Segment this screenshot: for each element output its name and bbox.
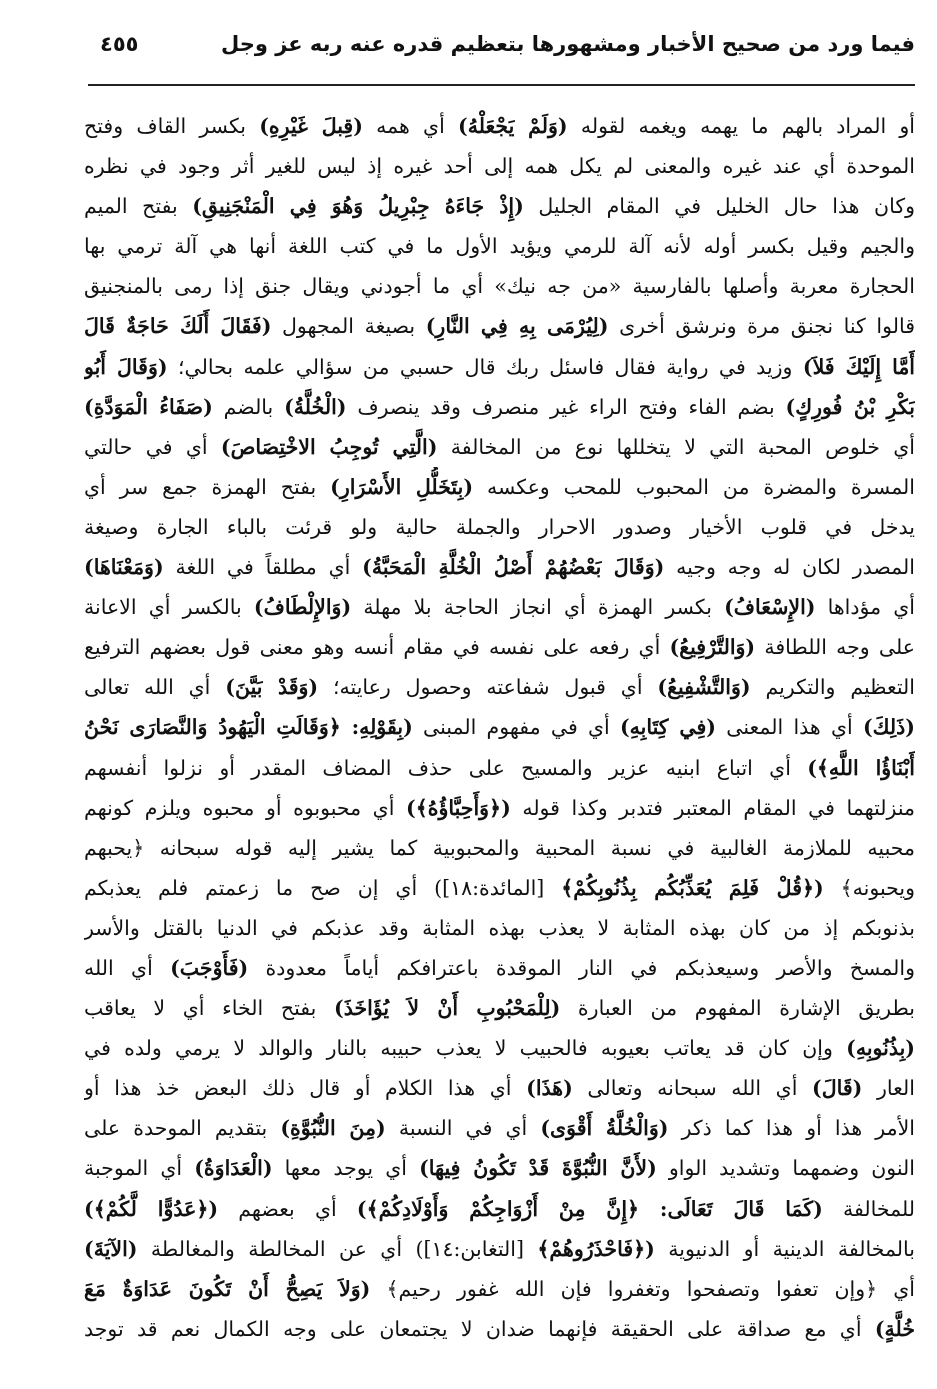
text-line	[84, 186, 915, 226]
commentary-text: أي مؤداها	[815, 595, 915, 620]
commentary-text: بفتح الميم	[84, 194, 193, 219]
commentary-text: للمخالفة	[822, 1196, 915, 1221]
commentary-text: بصيغة المجهول	[271, 314, 426, 339]
commentary-text: أي رفعه على نفسه في مقام أنسه وهو معنى قول بعضهم الترفيع	[84, 635, 670, 660]
text-line	[84, 467, 915, 507]
text-line	[84, 1229, 915, 1269]
quoted-matn-text: (كَمَا قَالَ تَعَالَى: ﴿إِنَّ مِنْ أَزْوَاجِكُمْ وَأَوْلَادِكُمْ﴾)	[356, 1196, 823, 1221]
text-line	[84, 547, 915, 587]
commentary-text: أي هذا الكلام أو قال ذلك البعض خذ هذا أو	[84, 1076, 527, 1101]
commentary-text: وزيد في رواية فقال فاسئل ربك قال حسبي من سؤالي علمه بحالي؛	[167, 354, 803, 379]
quoted-matn-text: (الآيَةَ)	[84, 1236, 138, 1261]
quoted-matn-text: (بِذُنُوبِهِ)	[846, 1036, 915, 1061]
text-line	[84, 1148, 915, 1188]
text-line	[84, 226, 915, 266]
commentary-text: بالمخالفة الدينية أو الدنيوية	[654, 1236, 915, 1261]
commentary-text: أي محبوبوه أو محبوه ويلزم كونهم	[84, 795, 406, 820]
text-line	[84, 1189, 915, 1229]
quoted-matn-text: (وَقَالَ بَعْضُهُمْ أَصْلُ الْخُلَّةِ الْمَحَبَّةُ)	[362, 555, 665, 580]
text-line	[84, 507, 915, 547]
commentary-text: بفتح الخاء أي لا يعاقب	[84, 996, 335, 1021]
text-line	[84, 948, 915, 988]
text-line	[84, 587, 915, 627]
text-line	[84, 347, 915, 387]
quoted-matn-text: (وَالتَّشْفِيعُ)	[657, 675, 751, 700]
commentary-text: بطريق الإشارة المفهوم من العبارة	[560, 996, 915, 1021]
commentary-text: بذنوبكم إذ من كان بهذه المثابة لا يعذب بهذه المثابة وقد عذبكم في الدنيا بالقتل والأسر	[84, 915, 915, 940]
quoted-matn-text: (﴿قُلْ فَلِمَ يُعَذِّبُكُم بِذُنُوبِكُمْ﴾	[561, 875, 824, 900]
commentary-text: بتقديم الموحدة على	[84, 1116, 281, 1141]
commentary-text: أي مع صداقة على الحقيقة فإنهما ضدان لا يجتمعان على وجه الكمال نعم قد توجد	[84, 1316, 875, 1341]
quoted-matn-text: (فَقَالَ أَلَكَ حَاجَةٌ قَالَ	[84, 314, 272, 339]
commentary-text: التعظيم والتكريم	[750, 675, 915, 700]
commentary-text: بالضم	[212, 394, 285, 419]
quoted-matn-text: (هَذَا)	[526, 1076, 573, 1101]
commentary-text: أي هذا المعنى	[716, 715, 863, 740]
commentary-text: منزلتهما في المقام المعتبر فتدبر وكذا قوله	[510, 795, 915, 820]
quoted-matn-text: (لِيُرْمَى بِهِ فِي النَّارِ)	[425, 314, 609, 339]
text-line	[84, 788, 915, 828]
text-line	[84, 828, 915, 868]
quoted-matn-text: (قَالَ)	[812, 1076, 863, 1101]
commentary-text: أي قبول شفاعته وحصول رعايته؛	[318, 675, 658, 700]
quoted-matn-text: (وَالإِلْطَافُ)	[253, 595, 352, 620]
commentary-text: أو المراد بالهم ما يهمه ويغمه لقوله	[567, 114, 915, 138]
commentary-text: أي الموجبة	[84, 1156, 195, 1181]
commentary-text: أي في مفهوم المبنى	[412, 715, 620, 740]
commentary-text: بكسر القاف وفتح	[84, 114, 260, 138]
quoted-matn-text: (الْعَدَاوَةُ)	[194, 1156, 273, 1181]
quoted-matn-text: (إِذْ جَاءَهُ جِبْرِيلُ وَهُوَ فِي الْمَنْجَنِيقِ)	[192, 194, 524, 219]
text-line	[84, 748, 915, 788]
commentary-text: أي بعضهم	[218, 1196, 357, 1221]
body-text	[84, 106, 915, 1349]
commentary-text: المصدر لكان له وجه وجيه	[664, 555, 915, 580]
quoted-matn-text: (﴿فَاحْذَرُوهُمْ﴾	[537, 1236, 655, 1261]
commentary-text: أي في النسبة	[385, 1116, 541, 1141]
quoted-matn-text: (صَفَاءُ الْمَوَدَّةِ)	[84, 394, 213, 419]
text-line	[84, 868, 915, 908]
text-line	[84, 627, 915, 667]
text-line	[84, 266, 915, 306]
commentary-text: بالكسر أي الاعانة	[84, 595, 254, 620]
commentary-text: يدخل في قلوب الأخيار وصدور الاحرار والجملة حالية ولو قرئت بالباء الجارة وصيغة	[84, 514, 915, 539]
text-line	[84, 667, 915, 707]
text-line	[84, 387, 915, 427]
quoted-matn-text: (وَالتَّرْفِيعُ)	[669, 635, 756, 660]
commentary-text: أي في حالتي	[84, 434, 221, 459]
text-line	[84, 1068, 915, 1108]
commentary-text: أي ﴿وإن تعفوا وتصفحوا وتغفروا فإن الله غفور رحيم﴾	[370, 1276, 915, 1301]
quoted-matn-text: (وَالْخُلَّةُ أَقْوَى)	[540, 1116, 669, 1141]
commentary-text: الموحدة أي عند غيره والمعنى لم يكل همه إلى أحد غيره إذ ليس للغير أثر وجود في نظره	[84, 154, 915, 179]
quoted-matn-text: أَبْنَاؤُا اللَّهِ﴾)	[807, 755, 915, 780]
text-line	[84, 1309, 915, 1349]
quoted-matn-text: (ذَلِكَ)	[862, 715, 915, 740]
header-divider	[88, 84, 915, 86]
page-header	[88, 28, 915, 68]
text-line	[84, 427, 915, 467]
quoted-matn-text: (﴿عَدُوًّا لَّكُمْ﴾)	[84, 1196, 219, 1221]
quoted-matn-text: (بِتَخَلُّلِ الأَسْرَارِ)	[330, 474, 474, 499]
quoted-matn-text: (وَقَدْ بَيَّنَ)	[225, 675, 319, 700]
text-line	[84, 1108, 915, 1148]
quoted-matn-text: خُلَّةٍ)	[874, 1316, 915, 1341]
commentary-text: أي الله سبحانه وتعالى	[572, 1076, 813, 1101]
commentary-text: أي مطلقاً في اللغة	[163, 555, 363, 580]
page-number: ٤٥٥	[100, 32, 139, 56]
running-title: فيما ورد من صحيح الأخبار ومشهورها بتعظيم قدره عنه ربه عز وجل	[220, 32, 915, 56]
commentary-text: وإن كان قد يعاتب بعيوبه فالحبيب لا يعذب حبيبه بالنار والوالد لا يرمي ولده في	[84, 1036, 847, 1061]
commentary-text: بضم الفاء وفتح الراء غير منصرف وقد ينصرف	[346, 394, 786, 419]
quoted-matn-text: أَمَّا إِلَيْكَ فَلاَ)	[802, 354, 915, 379]
text-line	[84, 908, 915, 948]
quoted-matn-text: (وَلَمْ يَجْعَلْهُ)	[458, 114, 568, 138]
quoted-matn-text: (وَلاَ يَصِحُّ أَنْ تَكُونَ عَدَاوَةٌ مَعَ	[84, 1276, 371, 1301]
commentary-text: محبيه للملازمة الغالبية في نسبة المحبية والمحبوبية كما يشير إليه قوله سبحانه ﴿يحبهم	[84, 835, 915, 860]
commentary-text: والمسخ والأصر وسيعذبكم في النار الموقدة باعترافكم أياماً معدودة	[248, 955, 915, 980]
quoted-matn-text: (وَقَالَ أَبُو	[84, 354, 168, 379]
commentary-text: بفتح الهمزة جمع سر أي	[84, 474, 331, 499]
quoted-matn-text: (لأَنَّ النُّبُوَّةَ قَدْ تَكُونُ فِيهَا)	[419, 1156, 657, 1181]
text-line	[84, 1028, 915, 1068]
quoted-matn-text: (﴿وَأَحِبَّاؤُهُ﴾)	[406, 795, 511, 820]
quoted-matn-text: (وَمَعْنَاهَا)	[84, 555, 164, 580]
quoted-matn-text: (قِبلَ غَيْرِهِ)	[259, 114, 363, 138]
commentary-text: أي الله	[84, 955, 171, 980]
quoted-matn-text: (فِي كِتَابِهِ)	[619, 715, 717, 740]
text-line	[84, 106, 915, 146]
quoted-matn-text: (مِنَ النُّبُوَّةِ)	[280, 1116, 386, 1141]
commentary-text: أي همه	[362, 114, 458, 138]
quoted-matn-text: (لِلْمَحْبُوبِ أَنْ لاَ يُؤَاخَذَ)	[334, 996, 561, 1021]
commentary-text: بكسر الهمزة أي انجاز الحاجة بلا مهلة	[351, 595, 725, 620]
commentary-text: أي الله تعالى	[84, 675, 226, 700]
quoted-matn-text: (الإِسْعَافُ)	[724, 595, 816, 620]
quoted-matn-text: (بِقَوْلِهِ: ﴿وَقَالَتِ الْيَهُودُ وَالنَّصَارَى نَحْنُ	[84, 715, 413, 740]
commentary-text: وكان هذا حال الخليل في المقام الجليل	[523, 194, 915, 219]
text-line	[84, 707, 915, 747]
quoted-matn-text: (الْخُلَّةُ)	[284, 394, 347, 419]
commentary-text: أي يوجد معها	[272, 1156, 420, 1181]
commentary-text: المسرة والمضرة من المحبوب للمحب وعكسه	[473, 474, 915, 499]
commentary-text: العار	[862, 1076, 915, 1101]
commentary-text: الأمر هذا أو هذا كما ذكر	[668, 1116, 915, 1141]
commentary-text: أي اتباع ابنيه عزير والمسيح على حذف المضاف المقدر أو نزلوا أنفسهم	[84, 755, 808, 780]
commentary-text: [المائدة:١٨]) أي إن صح ما زعمتم فلم يعذبكم	[84, 875, 562, 900]
text-line	[84, 146, 915, 186]
commentary-text: والجيم وقيل بكسر أوله لأنه آلة للرمي ويؤيد الأول ما في كتب اللغة أنها هي آلة ترمي بها	[84, 234, 915, 259]
text-line	[84, 1269, 915, 1309]
quoted-matn-text: بَكْرِ بْنُ فُورِكٍ)	[785, 394, 915, 419]
commentary-text: الحجارة معربة وأصلها بالفارسية «من جه نيك» أي ما أجودني ويقال جنق إذا رمى بالمنجنيق	[84, 274, 915, 299]
text-line	[84, 306, 915, 346]
quoted-matn-text: (فَأَوْجَبَ)	[170, 955, 249, 980]
text-line	[84, 988, 915, 1028]
commentary-text: على وجه اللطافة	[755, 635, 915, 660]
quoted-matn-text: (الَّتِي تُوجِبُ الاخْتِصَاصَ)	[220, 434, 438, 459]
commentary-text: ويحبونه﴾	[823, 875, 915, 900]
commentary-text: [التغابن:١٤]) أي عن المخالطة والمغالطة	[137, 1236, 538, 1261]
commentary-text: أي خلوص المحبة التي لا يتخللها نوع من المخالفة	[437, 434, 915, 459]
commentary-text: قالوا كنا نجنق مرة ونرشق أخرى	[608, 314, 915, 339]
commentary-text: النون وضمهما وتشديد الواو	[656, 1156, 915, 1181]
